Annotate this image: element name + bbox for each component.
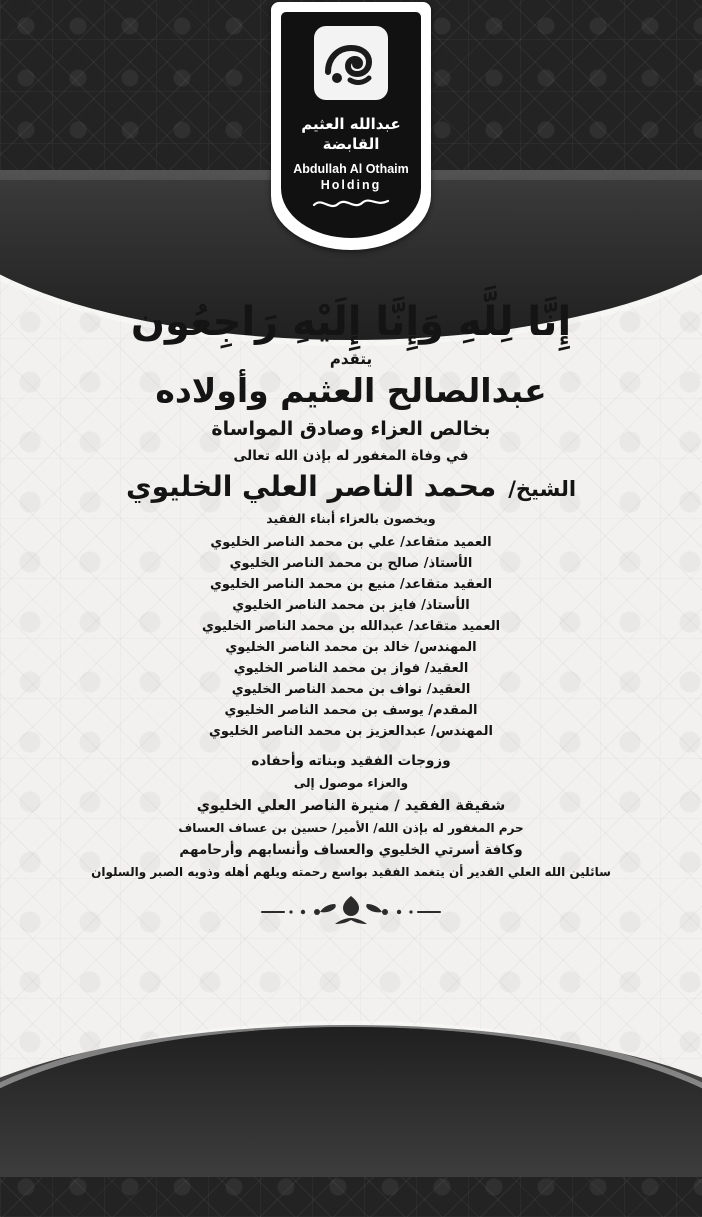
brand-logo-inner — [281, 12, 421, 238]
closing-line: شقيقة الفقيد / منيرة الناصر العلي الخليوي — [196, 797, 506, 814]
notice-content — [0, 300, 702, 930]
closing-line: سائلين الله العلي القدير أن يتغمد الفقيد بواسع رحمته ويلهم أهله وذويه الصبر والسلوان — [91, 864, 611, 879]
floral-divider-icon — [251, 892, 451, 926]
list-item: المهندس/ عبدالعزيز بن محمد الناصر الخليوي — [209, 724, 493, 740]
basmala-text: إِنَّا لِلَّهِ وَإِنَّا إِلَيْهِ رَاجِعُون — [130, 299, 572, 345]
brand-english-name — [293, 161, 409, 194]
condolence-text: بخالص العزاء وصادق المواساة — [211, 417, 491, 440]
deceased-title: الشيخ/ — [508, 476, 577, 501]
list-item: المقدم/ يوسف بن محمد الناصر الخليوي — [224, 703, 478, 719]
list-item: المهندس/ خالد بن محمد الناصر الخليوي — [225, 640, 477, 656]
sons-note-text: ويخصون بالعزاء أبناء الفقيد — [266, 510, 436, 526]
list-item: الأستاذ/ صالح بن محمد الناصر الخليوي — [229, 555, 473, 571]
list-item: العقيد متقاعد/ منيع بن محمد الناصر الخليوي — [209, 577, 493, 593]
closing-line: وزوجات الفقيد وبناته وأحفاده — [251, 753, 451, 770]
deceased-row — [0, 470, 702, 503]
brand-english-line2: Holding — [320, 177, 382, 192]
list-item: العقيد/ نواف بن محمد الناصر الخليوي — [231, 682, 471, 698]
list-item: العميد متقاعد/ علي بن محمد الناصر الخليوي — [210, 534, 492, 550]
intro-text: يتقدم — [329, 350, 373, 368]
list-item: العميد متقاعد/ عبدالله بن محمد الناصر الخليوي — [201, 619, 501, 635]
closing-line: وكافة أسرتي الخليوي والعساف وأنسابهم وأرحامهم — [179, 841, 523, 858]
wave-underline-icon — [312, 198, 390, 208]
brand-arabic-name — [301, 114, 401, 155]
relatives-list — [0, 532, 702, 742]
brand-arabic-line2: القابضة — [322, 135, 380, 154]
family-name-text: عبدالصالح العثيم وأولاده — [155, 371, 547, 410]
death-announcement-text: في وفاة المغفور له بإذن الله تعالى — [233, 447, 469, 464]
deceased-name: محمد الناصر العلي الخليوي — [125, 469, 497, 503]
closing-line: حرم المغفور له بإذن الله/ الأمير/ حسين بن عساف العساف — [178, 821, 524, 836]
brand-logo-badge — [271, 2, 431, 250]
brand-english-line1: Abdullah Al Othaim — [293, 161, 409, 176]
list-item: العقيد/ فواز بن محمد الناصر الخليوي — [233, 661, 469, 677]
brand-arabic-line1: عبدالله العثيم — [301, 115, 401, 133]
closing-lines — [0, 750, 702, 882]
othaim-monogram-icon — [314, 26, 388, 100]
closing-line: والعزاء موصول إلى — [293, 776, 409, 791]
list-item: الأستاذ/ فايز بن محمد الناصر الخليوي — [232, 598, 470, 614]
